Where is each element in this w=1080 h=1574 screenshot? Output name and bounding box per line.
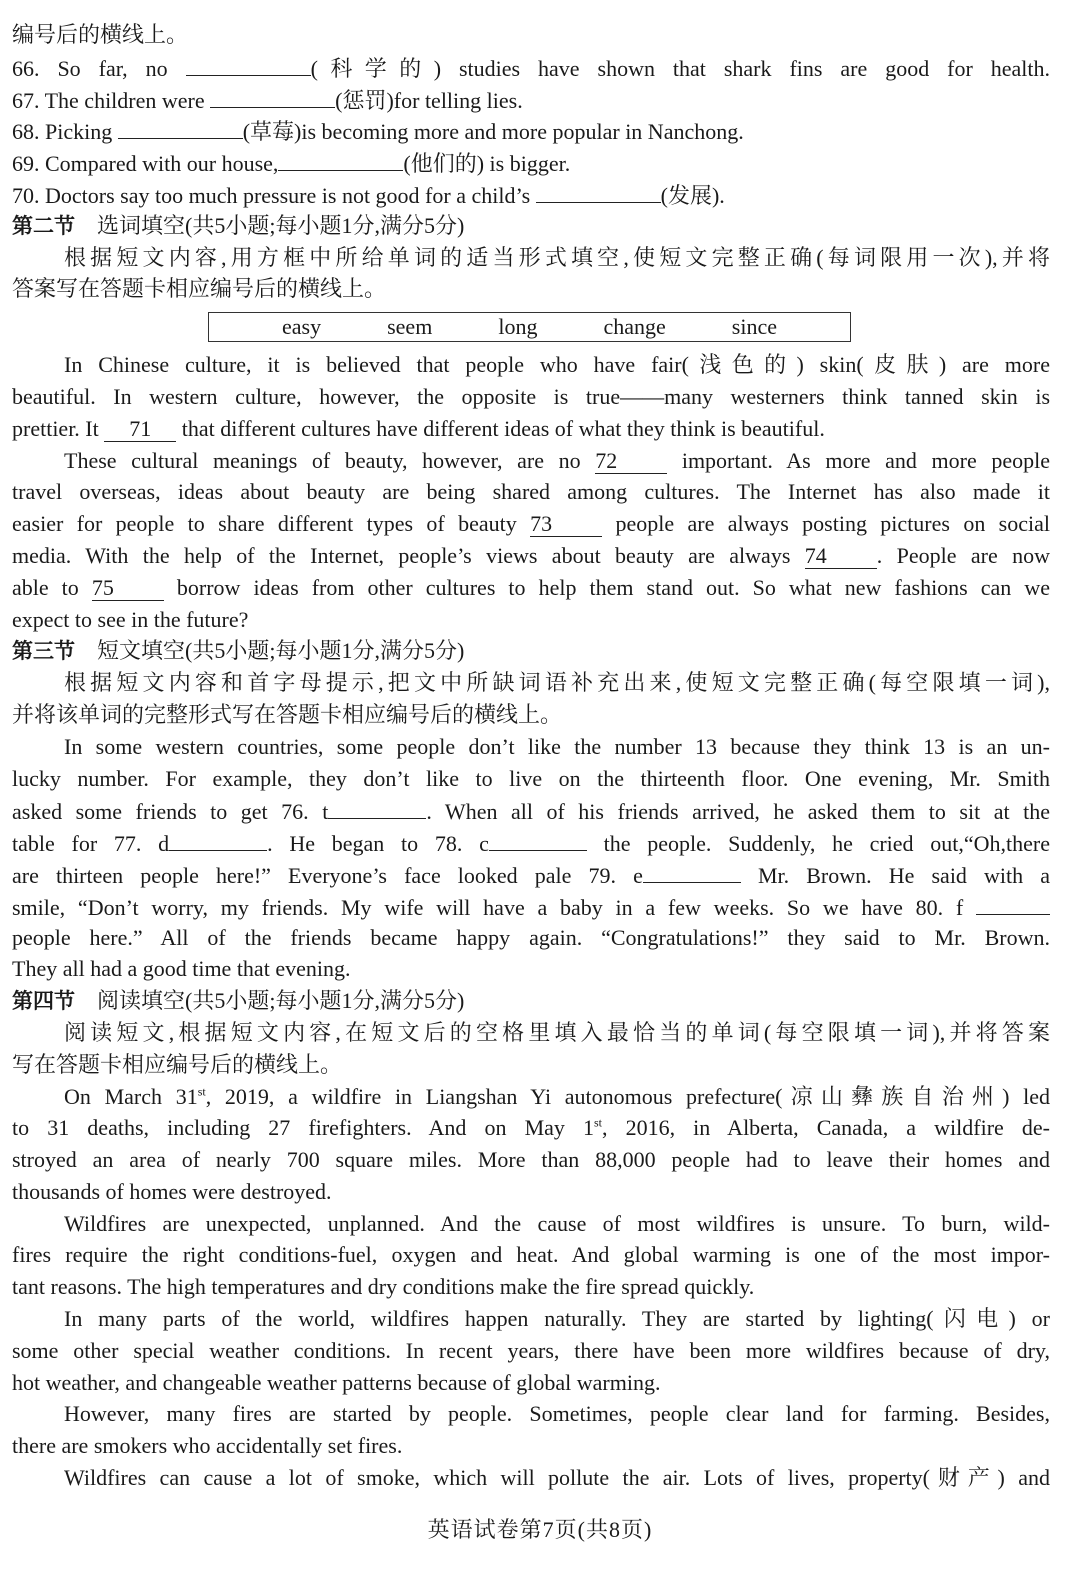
answer-blank [278, 146, 403, 171]
text-segment: In Chinese culture, it is believed that people who have fair(浅色的) skin(皮肤) are more [64, 352, 1050, 378]
text-segment: smile, “Don’t worry, my friends. My wife will have a baby in a few weeks. So we have 80. f [12, 894, 976, 920]
text-line [12, 381, 1050, 413]
text-line [12, 731, 1050, 763]
text-line [12, 476, 1050, 508]
answer-blank [643, 858, 741, 883]
text-line [12, 413, 1050, 445]
text-segment: They all had a good time that evening. [12, 956, 351, 982]
text-line [12, 826, 1050, 858]
text-segment: important. As more and more people [667, 447, 1050, 473]
answer-blank [536, 178, 661, 203]
answer-blank [328, 794, 426, 819]
text-line [12, 1208, 1050, 1240]
text-segment: . When all of his friends arrived, he asked them to sit at the [426, 799, 1050, 825]
text-segment: (惩罚)for telling lies. [335, 87, 523, 113]
text-line [12, 1303, 1050, 1335]
text-segment: 68. Picking [12, 119, 118, 145]
text-segment: lucky number. For example, they don’t like to live on the thirteenth floor. One evening, Mr. Smith [12, 765, 1050, 791]
text-line [12, 51, 1050, 83]
text-segment: beautiful. In western culture, however, the opposite is true——many westerners think tanned skin is [12, 383, 1050, 409]
answer-blank [976, 890, 1050, 915]
text-segment: people here.” All of the friends became happy again. “Congratulations!” they said to Mr. Brown. [12, 924, 1050, 950]
text-line [12, 1462, 1050, 1494]
text-segment: (草莓)is becoming more and more popular in Nanchong. [242, 119, 744, 145]
questions-66-70-and-section2-intro [12, 19, 1050, 305]
text-line [12, 83, 1050, 115]
text-segment: Wildfires are unexpected, unplanned. And the cause of most wildfires is unsure. To burn, wild- [64, 1210, 1050, 1236]
text-segment: 答案写在答题卡相应编号后的横线上。 [12, 276, 387, 302]
text-segment: able to [12, 574, 92, 600]
text-segment: , 2016, in Alberta, Canada, a wildfire de- [602, 1115, 1050, 1141]
text-line [12, 1430, 1050, 1462]
text-line [12, 1176, 1050, 1208]
text-segment: to 31 deaths, including 27 firefighters. And on May 1 [12, 1115, 594, 1141]
text-segment: In some western countries, some people don’t like the number 13 because they think 13 is an un- [64, 733, 1050, 759]
text-line [12, 667, 1050, 699]
answer-blank: 73 [530, 512, 602, 537]
text-segment: , 2019, a wildfire in Liangshan Yi autonomous prefecture(凉山彝族自治州) led [205, 1083, 1050, 1109]
text-segment: the people. Suddenly, he cried out,“Oh,there [586, 831, 1050, 857]
text-segment: people are always posting pictures on social [602, 511, 1050, 537]
text-line [12, 1239, 1050, 1271]
text-segment: 写在答题卡相应编号后的横线上。 [12, 1051, 343, 1077]
text-line [12, 1367, 1050, 1399]
text-segment: 选词填空(共5小题;每小题1分,满分5分) [97, 212, 465, 238]
answer-blank: 72 [595, 449, 667, 474]
text-line [12, 146, 1050, 178]
answer-blank [210, 83, 335, 108]
text-segment: 根据短文内容,用方框中所给单词的适当形式填空,使短文完整正确(每词限用一次),并将 [64, 244, 1050, 270]
text-segment: there are smokers who accidentally set fires. [12, 1433, 403, 1459]
text-line [12, 1398, 1050, 1430]
section-number: 第三节 [12, 639, 75, 664]
text-segment: expect to see in the future? [12, 606, 249, 632]
text-line [12, 604, 1050, 636]
text-line [12, 540, 1050, 572]
text-segment: . People are now [876, 542, 1050, 568]
section-heading [12, 210, 1050, 242]
text-line [12, 858, 1050, 890]
answer-blank: 74 [805, 544, 877, 569]
word-option: since [731, 314, 777, 340]
text-line [12, 242, 1050, 274]
text-line [12, 1335, 1050, 1367]
text-line [12, 114, 1050, 146]
text-segment: asked some friends to get 76. t [12, 799, 329, 825]
text-segment: 编号后的横线上。 [12, 22, 189, 47]
superscript: st [197, 1084, 206, 1099]
text-segment: 根据短文内容和首字母提示,把文中所缺词语补充出来,使短文完整正确(每空限填一词), [64, 670, 1050, 696]
text-line [12, 953, 1050, 985]
text-segment: On March 31 [64, 1083, 198, 1109]
word-option: change [603, 314, 666, 340]
text-segment: 短文填空(共5小题;每小题1分,满分5分) [97, 638, 465, 664]
text-segment: some other special weather conditions. In recent years, there have been more wildfires because of dry, [12, 1337, 1050, 1363]
exam-page [12, 19, 1050, 1494]
text-line [12, 922, 1050, 954]
text-segment: borrow ideas from other cultures to help them stand out. So what new fashions can we [163, 574, 1050, 600]
text-segment: (科学的) studies have shown that shark fins are good for health. [310, 55, 1050, 81]
text-segment: (他们的) is bigger. [403, 151, 571, 177]
text-line [12, 273, 1050, 305]
text-segment: Wildfires can cause a lot of smoke, which will pollute the air. Lots of lives, property(财产) and [64, 1465, 1050, 1491]
text-line [12, 1017, 1050, 1049]
text-segment: 67. The children were [12, 87, 211, 113]
page-footer: 英语试卷第7页(共8页) [427, 1517, 653, 1542]
text-segment: easier for people to share different types of beauty [12, 511, 531, 537]
text-line [12, 178, 1050, 210]
text-segment: (发展). [660, 182, 725, 208]
text-segment: 并将该单词的完整形式写在答题卡相应编号后的横线上。 [12, 701, 563, 727]
text-line [12, 794, 1050, 826]
text-line [12, 699, 1050, 731]
answer-blank [118, 114, 243, 139]
text-line [12, 19, 1050, 51]
text-segment: are thirteen people here!” Everyone’s face looked pale 79. e [12, 862, 643, 888]
text-line [12, 1271, 1050, 1303]
text-segment: In many parts of the world, wildfires happen naturally. They are started by lighting(闪电) or [64, 1306, 1050, 1332]
section-number: 第二节 [12, 213, 75, 238]
superscript: st [593, 1115, 602, 1130]
passages [12, 349, 1050, 1494]
text-line [12, 1112, 1050, 1144]
text-segment: table for 77. d [12, 831, 170, 857]
section-heading [12, 985, 1050, 1017]
text-segment: thousands of homes were destroyed. [12, 1178, 332, 1204]
answer-blank: 71 [104, 417, 176, 442]
text-segment: prettier. It [12, 415, 105, 441]
text-segment: 阅读短文,根据短文内容,在短文后的空格里填入最恰当的单词(每空限填一词),并将答案 [64, 1019, 1050, 1045]
text-segment: travel overseas, ideas about beauty are being shared among cultures. The Internet has also made it [12, 479, 1050, 505]
text-segment: stroyed an area of nearly 700 square miles. More than 88,000 people had to leave their homes and [12, 1147, 1050, 1173]
answer-blank [186, 51, 311, 76]
text-line [12, 1081, 1050, 1113]
text-segment: 70. Doctors say too much pressure is not good for a child’s [12, 182, 536, 208]
text-segment: However, many fires are started by people. Sometimes, people clear land for farming. Besides, [64, 1401, 1050, 1427]
text-segment: These cultural meanings of beauty, however, are no [64, 447, 596, 473]
answer-blank [489, 826, 587, 851]
text-line [12, 445, 1050, 477]
text-line [12, 508, 1050, 540]
text-line [12, 572, 1050, 604]
section-number: 第四节 [12, 989, 75, 1014]
text-line [12, 890, 1050, 922]
text-segment: media. With the help of the Internet, people’s views about beauty are always [12, 542, 805, 568]
word-box [208, 312, 851, 342]
text-line [12, 349, 1050, 381]
text-line [12, 1144, 1050, 1176]
word-option: long [498, 314, 538, 340]
text-segment: 69. Compared with our house, [12, 151, 279, 177]
text-segment: 阅读填空(共5小题;每小题1分,满分5分) [97, 988, 465, 1014]
answer-blank [169, 826, 267, 851]
word-option: easy [282, 314, 322, 340]
text-segment: 66. So far, no [12, 55, 186, 81]
text-segment: . He began to 78. c [267, 831, 489, 857]
text-segment: fires require the right conditions-fuel, oxygen and heat. And global warming is one of the most impor- [12, 1242, 1050, 1268]
answer-blank: 75 [92, 576, 164, 601]
section-heading [12, 635, 1050, 667]
word-option: seem [387, 314, 433, 340]
text-segment: hot weather, and changeable weather patterns because of global warming. [12, 1369, 661, 1395]
text-segment: Mr. Brown. He said with a [740, 862, 1050, 888]
text-line [12, 763, 1050, 795]
text-segment: tant reasons. The high temperatures and dry conditions make the fire spread quickly. [12, 1274, 755, 1300]
text-segment: that different cultures have different ideas of what they think is beautiful. [176, 415, 825, 441]
text-line [12, 1049, 1050, 1081]
